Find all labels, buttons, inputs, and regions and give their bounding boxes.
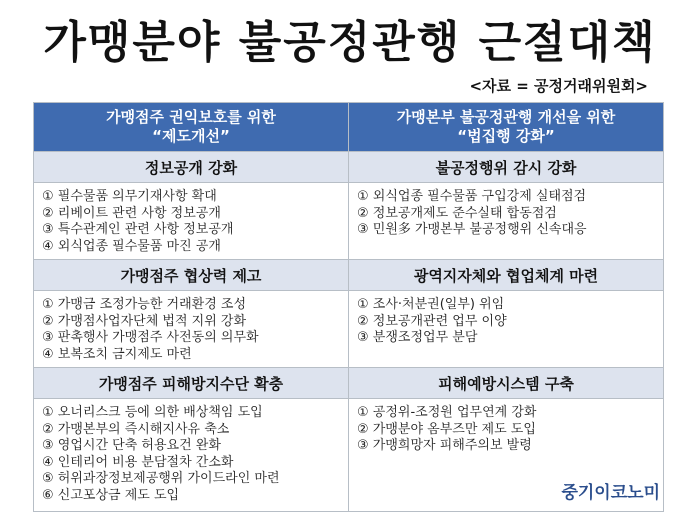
list-item: ④ 외식업종 필수물품 마진 공개: [42, 238, 221, 254]
section-items-row: [34, 183, 664, 260]
list-item: ② 가맹본부의 즉시해지사유 축소: [42, 421, 230, 437]
source-note: <자료 = 공정거래위원회>: [469, 77, 648, 95]
item-list-left: [34, 291, 349, 368]
list-item: ③ 판촉행사 가맹점주 사전동의 의무화: [42, 330, 259, 345]
section-heading: 정보공개 강화: [34, 152, 349, 183]
section-heading: 가맹점주 피해방지수단 확충: [34, 368, 349, 399]
column-header-right-line2: “법집행 강화”: [457, 127, 555, 145]
item-list-right: [349, 183, 664, 260]
column-header-right-line1: 가맹본부 불공정관행 개선을 위한: [396, 108, 616, 126]
list-item: ③ 영업시간 단축 허용요건 완화: [42, 438, 221, 453]
list-item: ① 필수물품 의무기재사항 확대: [42, 189, 217, 204]
section-heading: 피해예방시스템 구축: [349, 368, 664, 399]
column-header-right: [349, 103, 664, 152]
list-item: ③ 분쟁조정업무 분담: [357, 330, 478, 345]
section-heading: 불공정행위 감시 강화: [349, 152, 664, 183]
column-header-left-line1: 가맹점주 권익보호를 위한: [106, 108, 276, 126]
list-item: ② 가맹분야 옴부즈만 제도 도입: [357, 421, 536, 437]
list-item: ② 정보공개제도 준수실태 합동점검: [357, 205, 557, 221]
list-item: ⑥ 신고포상금 제도 도입: [42, 487, 180, 503]
list-item: ③ 특수관계인 관련 사항 정보공개: [42, 222, 234, 237]
section-items-row: [34, 291, 664, 368]
list-item: ④ 보복조치 금지제도 마련: [42, 346, 192, 362]
section-heading-row: [34, 368, 664, 399]
measures-table: [33, 102, 664, 512]
list-item: ② 리베이트 관련 사항 정보공개: [42, 205, 221, 221]
list-item: ⑤ 허위과장정보제공행위 가이드라인 마련: [42, 471, 280, 486]
section-heading-row: [34, 152, 664, 183]
list-item: ① 외식업종 필수물품 구입강제 실태점검: [357, 189, 587, 204]
column-header-left-line2: “제도개선”: [152, 127, 230, 145]
publisher-logo: 중기이코노미: [561, 483, 660, 503]
list-item: ④ 인테리어 비용 분담절차 간소화: [42, 454, 234, 470]
item-list-left: [34, 183, 349, 260]
list-item: ① 가맹금 조정가능한 거래환경 조성: [42, 297, 246, 312]
item-list-right: [349, 291, 664, 368]
section-heading-row: [34, 260, 664, 291]
item-list-left: [34, 399, 349, 512]
list-item: ③ 민원多 가맹본부 불공정행위 신속대응: [357, 222, 587, 237]
page-title: 가맹분야 불공정관행 근절대책: [43, 17, 657, 68]
list-item: ① 공정위-조정원 업무연계 강화: [357, 405, 537, 420]
column-header-left: [34, 103, 349, 152]
list-item: ① 오너리스크 등에 의한 배상책임 도입: [42, 405, 263, 420]
list-item: ② 가맹점사업자단체 법적 지위 강화: [42, 313, 246, 329]
list-item: ③ 가맹희망자 피해주의보 발령: [357, 438, 532, 453]
list-item: ② 정보공개관련 업무 이양: [357, 313, 507, 329]
section-heading: 광역지자체와 협업체계 마련: [349, 260, 664, 291]
list-item: ① 조사·처분권(일부) 위임: [357, 297, 505, 312]
column-header-row: [34, 103, 664, 152]
section-heading: 가맹점주 협상력 제고: [34, 260, 349, 291]
